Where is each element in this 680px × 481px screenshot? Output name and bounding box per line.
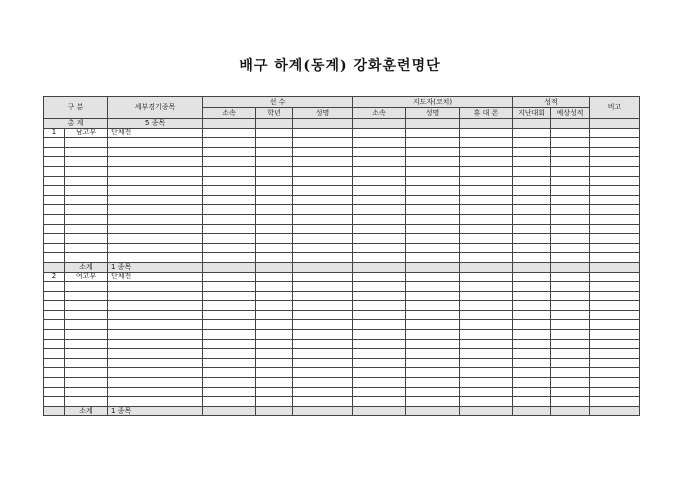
subtotal-value: 1 종목	[108, 406, 203, 416]
entry-row	[44, 310, 640, 320]
subtotal-row	[44, 406, 640, 416]
section-group: 남고부	[65, 128, 108, 138]
subtotal-label: 소계	[65, 406, 108, 416]
roster-table	[43, 96, 640, 416]
subtotal-label: 소계	[65, 262, 108, 272]
section-group: 여고부	[65, 272, 108, 282]
header-remark: 비고	[590, 97, 640, 119]
entry-row	[44, 378, 640, 388]
entry-row	[44, 176, 640, 186]
header-coach-phone: 휴 대 폰	[460, 108, 513, 119]
section-event: 단체전	[108, 272, 203, 282]
header-last-result: 지난대회	[513, 108, 551, 119]
header-athlete: 선 수	[203, 97, 353, 108]
total-row	[44, 119, 640, 129]
header-athlete-name: 성명	[293, 108, 353, 119]
header-athlete-affiliation: 소속	[203, 108, 256, 119]
entry-row	[44, 138, 640, 148]
header-expected-result: 예상성적	[551, 108, 590, 119]
entry-row	[44, 282, 640, 292]
entry-row	[44, 330, 640, 340]
entry-row	[44, 166, 640, 176]
entry-row	[44, 387, 640, 397]
entry-row	[44, 128, 640, 138]
entry-row	[44, 234, 640, 244]
subtotal-value: 1 종목	[108, 262, 203, 272]
header-result: 성적	[513, 97, 590, 108]
entry-row	[44, 301, 640, 311]
entry-row	[44, 339, 640, 349]
header-athlete-grade: 학년	[256, 108, 293, 119]
total-value: 5 종목	[108, 119, 203, 129]
entry-row	[44, 358, 640, 368]
total-label: 총 계	[44, 119, 108, 129]
header-event: 세부경기종목	[108, 97, 203, 119]
header-coach-affiliation: 소속	[353, 108, 406, 119]
entry-row	[44, 243, 640, 253]
entry-row	[44, 253, 640, 263]
entry-row	[44, 368, 640, 378]
entry-row	[44, 291, 640, 301]
header-coach-name: 성명	[406, 108, 460, 119]
entry-row	[44, 157, 640, 167]
entry-row	[44, 349, 640, 359]
entry-row	[44, 195, 640, 205]
section-event: 단체전	[108, 128, 203, 138]
document-title: 배구 하계(동계) 강화훈련명단	[239, 58, 441, 74]
section-number: 1	[44, 128, 65, 138]
entry-row	[44, 214, 640, 224]
entry-row	[44, 205, 640, 215]
entry-row	[44, 397, 640, 407]
subtotal-row	[44, 262, 640, 272]
entry-row	[44, 272, 640, 282]
header-coach: 지도자(코치)	[353, 97, 513, 108]
entry-row	[44, 320, 640, 330]
entry-row	[44, 186, 640, 196]
section-number: 2	[44, 272, 65, 282]
entry-row	[44, 147, 640, 157]
entry-row	[44, 224, 640, 234]
header-gubun: 구 분	[44, 97, 108, 119]
